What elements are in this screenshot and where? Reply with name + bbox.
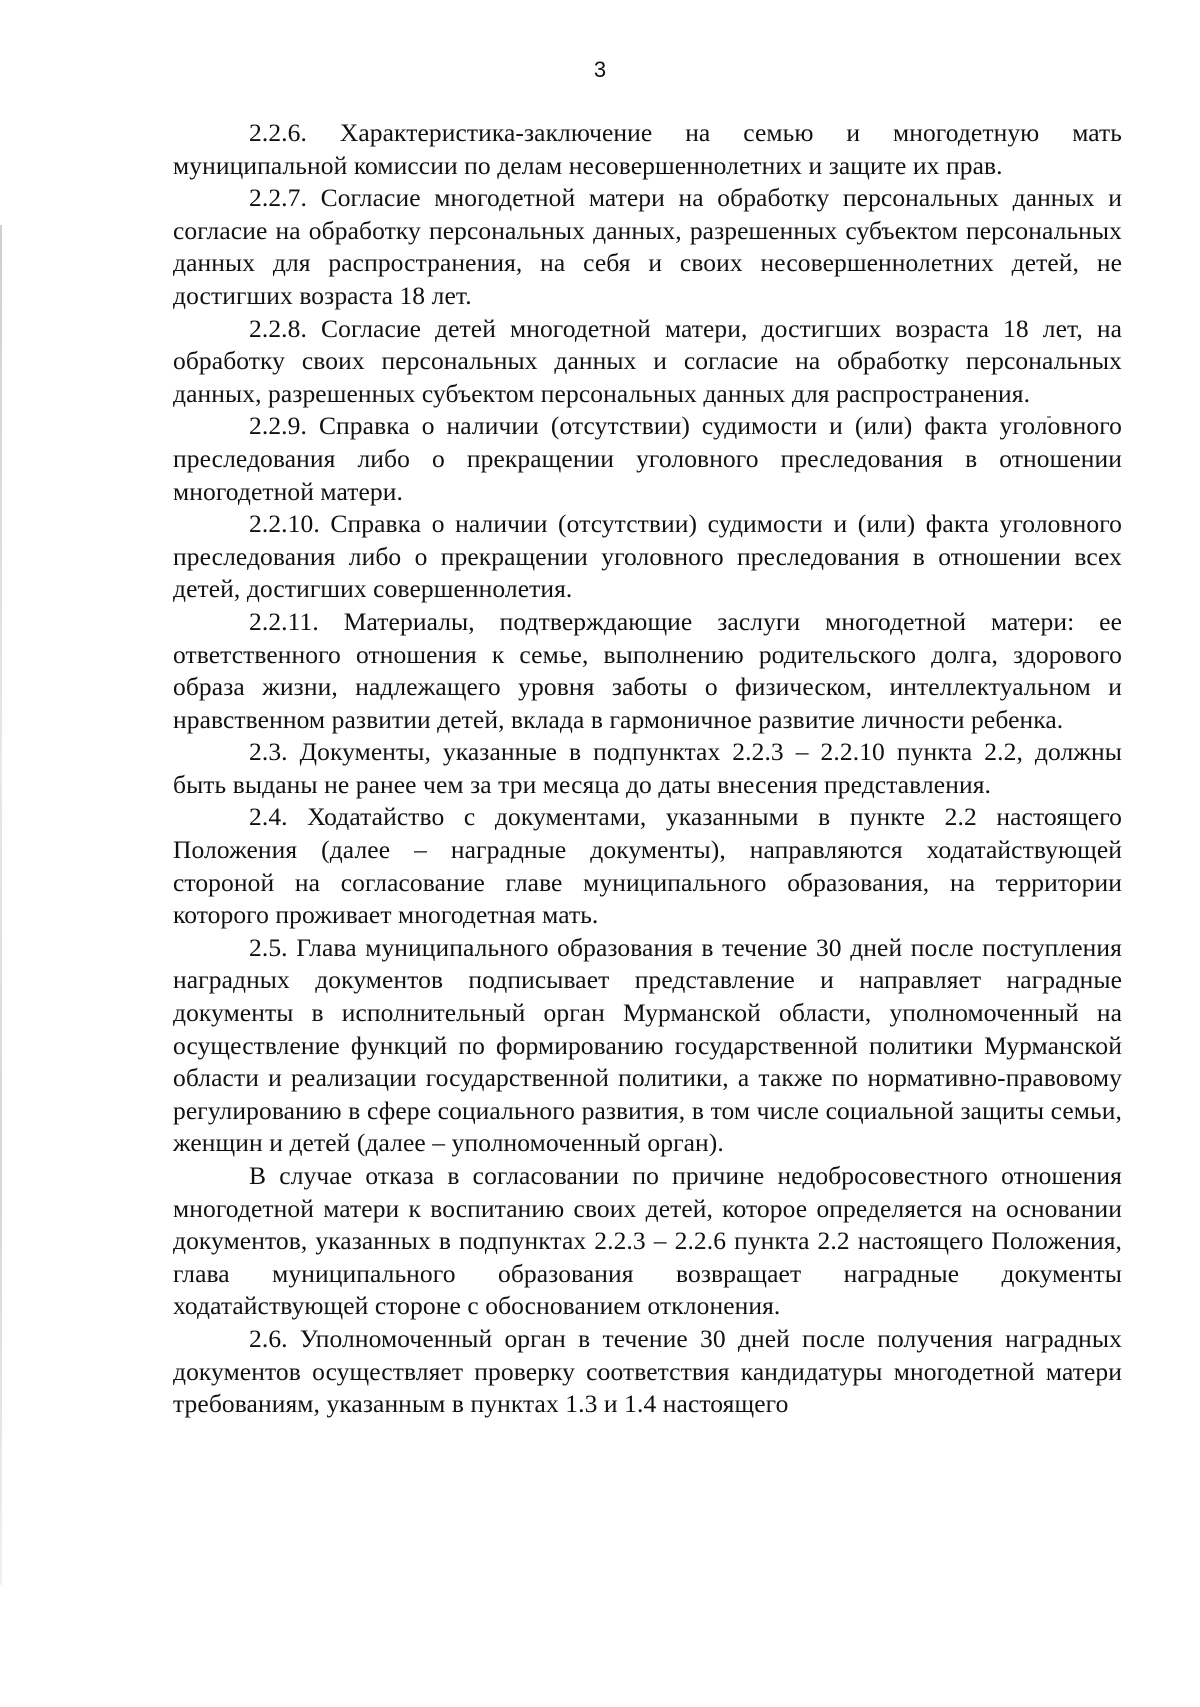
paragraph-2-5: 2.5. Глава муниципального образования в течение 30 дней после поступления наградных документов подписывает представление и направляет наградные документы в исполнительный орган Мурманской области, уполномоченный на осуществление функций по формированию государственной политики Мурманской области и реализации государственной политики, а также по нормативно-правовому регулированию в сфере социального развития, в том числе социальной защиты семьи, женщин и детей (далее – уполномоченный орган). xyxy=(173,932,1122,1158)
paragraph-2-4: 2.4. Ходатайство с документами, указанными в пункте 2.2 настоящего Положения (далее – наградные документы), направляются ходатайствующей стороной на согласование главе муниципального образования, на территории которого проживает многодетная мать. xyxy=(173,802,1122,930)
paragraph-2-2-11: 2.2.11. Материалы, подтверждающие заслуги многодетной матери: ее ответственного отношения к семье, выполнению родительского долга, здорового образа жизни, надлежащего уровня заботы о физическом, интеллектуальном и нравственном развитии детей, вклада в гармоничное развитие личности ребенка. xyxy=(173,606,1122,734)
paragraph-2-2-8: 2.2.8. Согласие детей многодетной матери, достигших возраста 18 лет, на обработку своих персональных данных и согласие на обработку персональных данных, разрешенных субъектом персональных данных для распространения. xyxy=(173,313,1122,408)
paragraph-2-5-refusal: В случае отказа в согласовании по причине недобросовестного отношения многодетной матери к воспитанию своих детей, которое определяется на основании документов, указанных в подпунктах 2.2.3 – 2.2.6 пункта 2.2 настоящего Положения, глава муниципального образования возвращает наградные документы ходатайствующей стороне с обоснованием отклонения. xyxy=(173,1161,1122,1321)
page-number: 3 xyxy=(593,57,607,82)
paragraph-2-2-7: 2.2.7. Согласие многодетной матери на обработку персональных данных и согласие на обработку персональных данных, разрешенных субъектом персональных данных для распространения, на себя и своих несовершеннолетних детей, не достигших возраста 18 лет. xyxy=(173,183,1122,310)
paragraph-2-2-9: 2.2.9. Справка о наличии (отсутствии) судимости и (или) факта уголовного преследования либо о прекращении уголовного преследования в отношении многодетной матери. xyxy=(173,411,1122,506)
paragraph-2-3: 2.3. Документы, указанные в подпунктах 2.2.3 – 2.2.10 пункта 2.2, должны быть выданы не ранее чем за три месяца до даты внесения представления. xyxy=(173,737,1122,799)
paragraph-2-2-6: 2.2.6. Характеристика-заключение на семью и многодетную мать муниципальной комиссии по делам несовершеннолетних и защите их прав. xyxy=(173,118,1122,180)
paragraph-2-2-10: 2.2.10. Справка о наличии (отсутствии) судимости и (или) факта уголовного преследования либо о прекращении уголовного преследования в отношении всех детей, достигших совершеннолетия. xyxy=(173,509,1122,604)
scan-edge-shadow xyxy=(0,225,2,1585)
paragraph-2-6: 2.6. Уполномоченный орган в течение 30 дней после получения наградных документов осуществляет проверку соответствия кандидатуры многодетной матери требованиям, указанным в пунктах 1.3 и 1.4 настоящего xyxy=(173,1323,1122,1419)
document-body xyxy=(173,117,1122,1421)
